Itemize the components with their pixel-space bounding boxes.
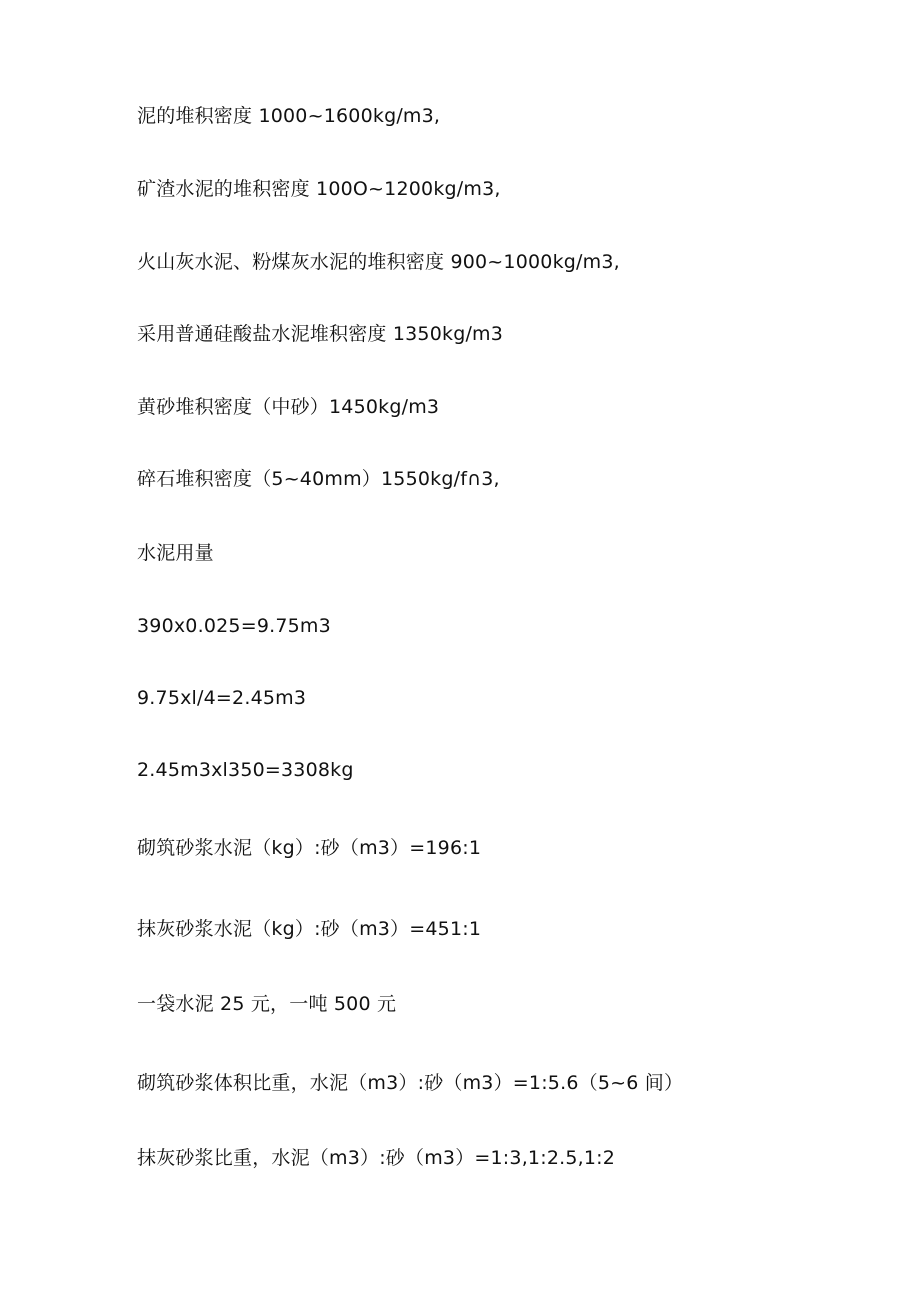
text-line-cement-price: 一袋水泥 25 元，一吨 500 元 [137,993,397,1015]
text-line-yellow-sand-density: 黄砂堆积密度（中砂）1450kg∕m3 [137,396,440,418]
text-line-calc-volume: 390x0.025=9.75m3 [137,615,331,637]
text-line-plaster-mortar-ratio: 抹灰砂浆水泥（kg）:砂（m3）=451:1 [137,918,482,940]
text-line-masonry-volume-ratio: 砌筑砂浆体积比重，水泥（m3）:砂（m3）=1:5.6（5~6 间） [137,1072,684,1094]
text-line-plaster-volume-ratio: 抹灰砂浆比重，水泥（m3）:砂（m3）=1:3,1:2.5,1:2 [137,1147,616,1169]
text-line-pozzolan-flyash-cement-density: 火山灰水泥、粉煤灰水泥的堆积密度 900~1000kg∕m3, [137,251,620,273]
text-line-gravel-density: 碎石堆积密度（5~40mm）1550kg∕f∩3, [137,468,500,490]
text-line-masonry-mortar-ratio: 砌筑砂浆水泥（kg）:砂（m3）=196:1 [137,837,482,859]
text-line-cement-bulk-density: 泥的堆积密度 1000~1600kg∕m3, [137,105,441,127]
text-line-calc-weight: 2.45m3xl350=3308kg [137,759,354,781]
text-line-slag-cement-density: 矿渣水泥的堆积密度 100O~1200kg∕m3, [137,178,501,200]
text-line-cement-usage-heading: 水泥用量 [137,542,214,564]
text-line-calc-quarter: 9.75xl∕4=2.45m3 [137,687,307,709]
text-line-portland-cement-density: 采用普通硅酸盐水泥堆积密度 1350kg∕m3 [137,323,504,345]
